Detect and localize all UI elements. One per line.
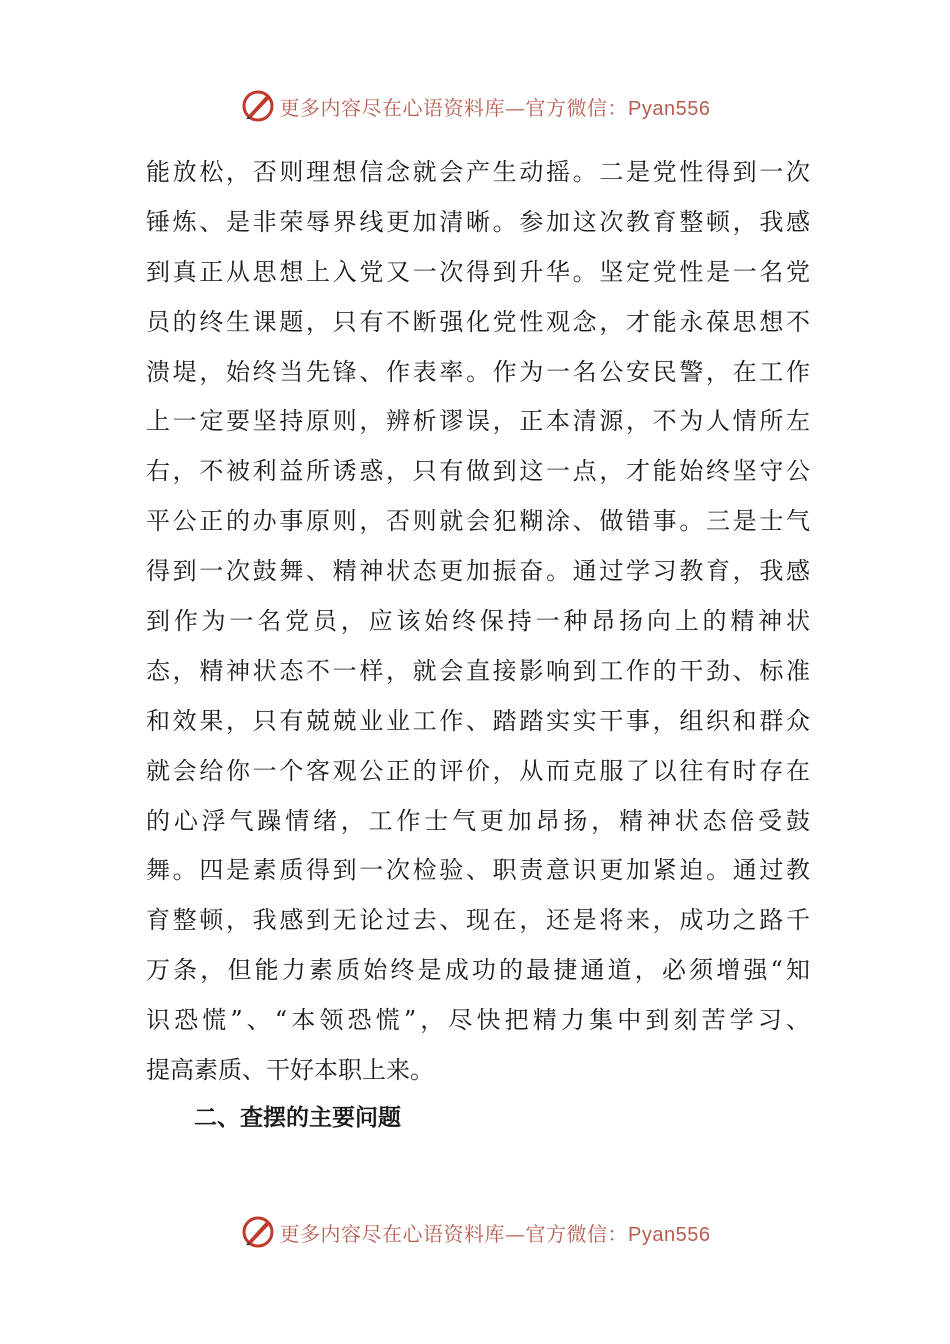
body-paragraph [146, 148, 810, 1096]
text-line: 右，不被利益所诱惑，只有做到这一点，才能始终坚守公 [146, 457, 810, 486]
text-line: 平公正的办事原则，否则就会犯糊涂、做错事。三是士气 [146, 507, 810, 536]
text-line: 能放松，否则理想信念就会产生动摇。二是党性得到一次 [146, 158, 810, 186]
footer-banner [0, 1212, 950, 1252]
text-line: 溃堤，始终当先锋、作表率。作为一名公安民警，在工作 [146, 357, 810, 386]
text-line: 锤炼、是非荣辱界线更加清晰。参加这次教育整顿，我感 [146, 207, 810, 236]
section-heading: 二、查摆的主要问题 [194, 1105, 401, 1131]
text-line: 的心浮气躁情绪，工作士气更加昂扬，精神状态倍受鼓 [146, 806, 810, 835]
text-line: 育整顿，我感到无论过去、现在，还是将来，成功之路千 [146, 906, 810, 935]
text-line: 就会给你一个客观公正的评价，从而克服了以往有时存在 [146, 756, 810, 785]
text-line: 上一定要坚持原则，辨析谬误，正本清源，不为人情所左 [146, 407, 810, 436]
pen-logo-icon [240, 1214, 276, 1250]
text-line: 到真正从思想上入党又一次得到升华。坚定党性是一名党 [146, 257, 810, 286]
text-line: 和效果，只有兢兢业业工作、踏踏实实干事，组织和群众 [146, 706, 810, 735]
header-banner-text: 更多内容尽在心语资料库—官方微信：Pyan556 [279, 95, 711, 120]
footer-banner-text: 更多内容尽在心语资料库—官方微信：Pyan556 [279, 1221, 711, 1246]
pen-logo-icon [240, 88, 276, 124]
header-banner-id: Pyan556 [628, 97, 711, 120]
text-line: 万条，但能力素质始终是成功的最捷通道，必须增强“知 [146, 956, 810, 985]
text-line: 舞。四是素质得到一次检验、职责意识更加紧迫。通过教 [146, 856, 810, 885]
text-line: 到作为一名党员，应该始终保持一种昂扬向上的精神状 [146, 607, 810, 636]
text-line: 识恐慌”、“本领恐慌”，尽快把精力集中到刻苦学习、 [146, 1006, 810, 1035]
header-banner [0, 86, 950, 126]
footer-banner-id: Pyan556 [628, 1223, 711, 1246]
text-line: 得到一次鼓舞、精神状态更加振奋。通过学习教育，我感 [146, 557, 810, 586]
text-line: 员的终生课题，只有不断强化党性观念，才能永葆思想不 [146, 307, 810, 336]
text-line: 态，精神状态不一样，就会直接影响到工作的干劲、标准 [146, 656, 810, 685]
text-line: 提高素质、干好本职上来。 [146, 1056, 434, 1085]
